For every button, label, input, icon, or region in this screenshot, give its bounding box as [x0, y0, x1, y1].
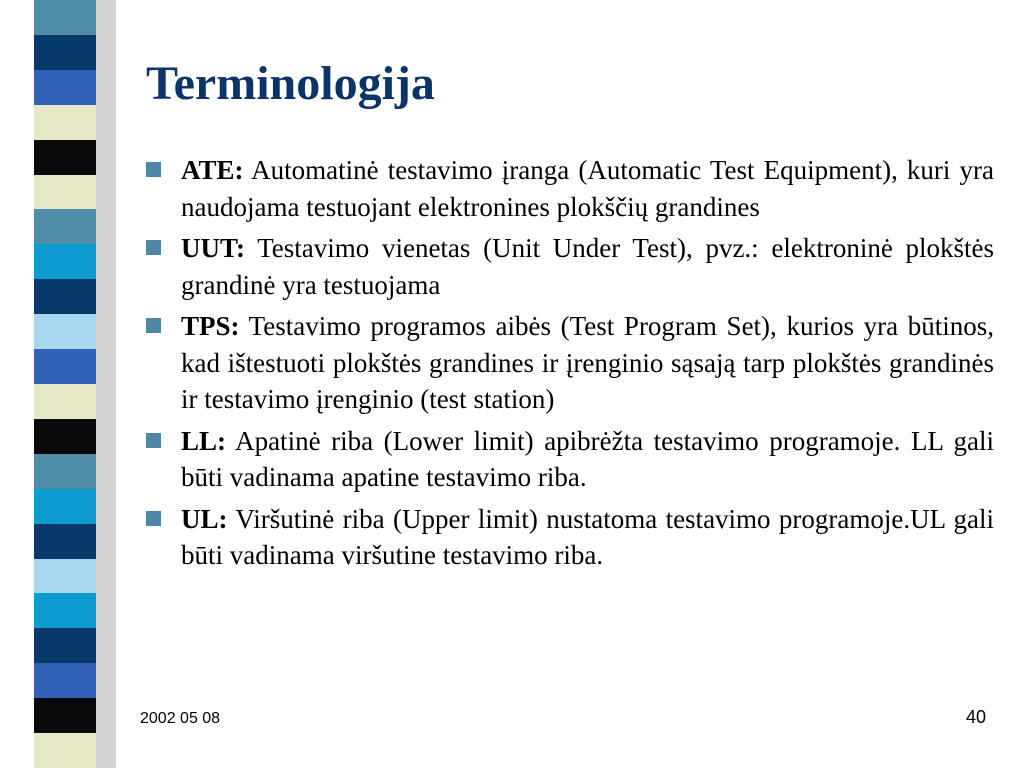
stripe-shadow [96, 0, 116, 768]
bullet-item-uut [146, 230, 994, 303]
page-number: 40 [966, 707, 987, 727]
stripe-band [34, 209, 96, 244]
bullet-term: UL: [181, 503, 228, 534]
bullet-term: UUT: [181, 233, 245, 263]
square-bullet-icon [146, 240, 161, 255]
bullet-term: LL: [181, 425, 227, 456]
stripe-band [34, 593, 96, 628]
bullet-text: Testavimo vienetas (Unit Under Test), pvz.: elektroninė plokštės grandinė yra testuojama [181, 233, 994, 300]
square-bullet-icon [146, 433, 161, 448]
stripe-band [34, 698, 96, 733]
footer-date: 2002 05 08 [140, 710, 221, 727]
stripe-band [34, 733, 96, 768]
bullet-term: ATE: [181, 155, 244, 185]
square-bullet-icon [146, 162, 161, 177]
stripe-band [34, 349, 96, 384]
decorative-stripe [34, 0, 96, 768]
stripe-band [34, 105, 96, 140]
bullet-text: Viršutinė riba (Upper limit) nustatoma testavimo programoje.UL gali būti vadinama viršutine testavimo riba. [181, 503, 994, 570]
slide-title: Terminologija [146, 57, 435, 110]
stripe-band [34, 559, 96, 594]
bullet-term: TPS: [181, 311, 240, 341]
bullet-list [146, 152, 994, 579]
stripe-band [34, 175, 96, 210]
stripe-band [34, 0, 96, 35]
stripe-band [34, 35, 96, 70]
stripe-band [34, 314, 96, 349]
square-bullet-icon [146, 318, 161, 333]
stripe-band [34, 279, 96, 314]
stripe-band [34, 628, 96, 663]
square-bullet-icon [146, 511, 161, 526]
stripe-band [34, 454, 96, 489]
bullet-item-ate [146, 152, 994, 225]
stripe-band [34, 384, 96, 419]
bullet-text: Apatinė riba (Lower limit) apibrėžta testavimo programoje. LL gali būti vadinama apatine testavimo riba. [181, 425, 994, 492]
stripe-band [34, 489, 96, 524]
bullet-item-ul [146, 501, 994, 574]
bullet-text: Testavimo programos aibės (Test Program Set), kurios yra būtinos, kad ištestuoti plokštės grandines ir įrenginio sąsają tarp plokštės grandinės ir testavimo įrenginio (test station) [181, 311, 994, 414]
bullet-item-tps [146, 308, 994, 418]
stripe-band [34, 663, 96, 698]
bullet-text: Automatinė testavimo įranga (Automatic Test Equipment), kuri yra naudojama testuojant elektronines plokščių grandines [181, 155, 994, 222]
stripe-band [34, 244, 96, 279]
stripe-band [34, 524, 96, 559]
stripe-band [34, 70, 96, 105]
bullet-item-ll [146, 423, 994, 496]
stripe-band [34, 419, 96, 454]
stripe-band [34, 140, 96, 175]
